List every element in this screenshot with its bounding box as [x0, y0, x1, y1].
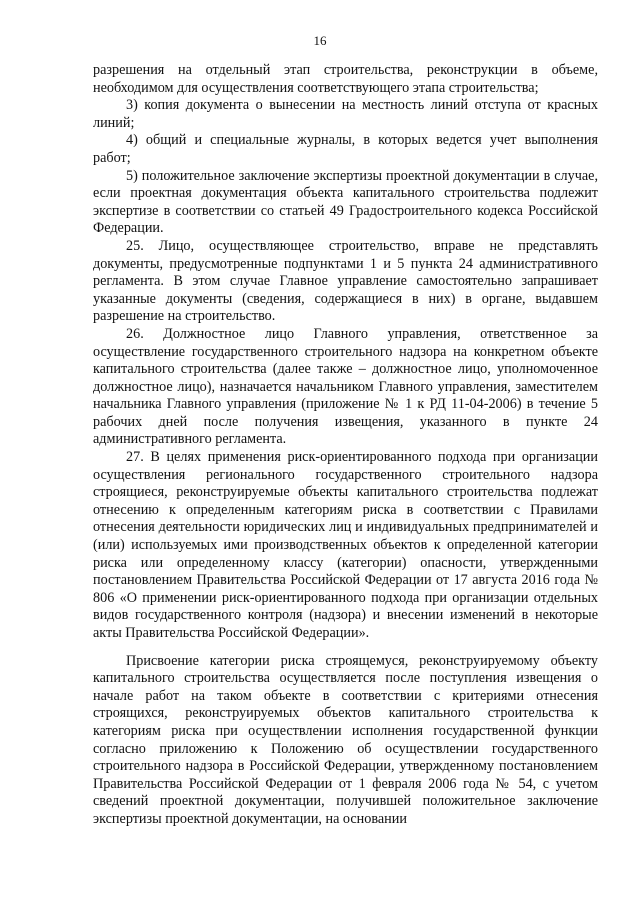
- list-item-5: 5) положительное заключение экспертизы проектной документации в случае, если проектная документация объекта капитального строительства подлежит экспертизе в соответствии со статьей 49 Градостроительного кодекса Российской Федерации.: [93, 167, 598, 237]
- clause-26: 26. Должностное лицо Главного управления, ответственное за осуществление государственного строительного надзора на конкретном объекте капитального строительства (далее также – должностное лицо, уполномоченное должностное лицо), назначается начальником Главного управления, заместителем начальника Главного управления (приложение № 1 к РД 11-04-2006) в течение 5 рабочих дней после получения извещения, указанного в пункте 24 административного регламента.: [93, 325, 598, 448]
- page-number: 16: [313, 33, 327, 48]
- risk-category-paragraph: Присвоение категории риска строящемуся, реконструируемому объекту капитального строительства осуществляется после поступления извещения о начале работ на таком объекте в соответствии с критериями отнесения строящихся, реконструируемых объектов капитального строительства к категориям риска при осуществлении исполнения государственной функции согласно приложению к Положению об осуществлении государственного строительного надзора в Российской Федерации, утвержденному постановлением Правительства Российской Федерации от 1 февраля 2006 года № 54, с учетом сведений проектной документации, получившей положительное заключение экспертизы проектной документации, на основании: [93, 652, 598, 827]
- clause-25: 25. Лицо, осуществляющее строительство, вправе не представлять документы, предусмотренные подпунктами 1 и 5 пункта 24 административного регламента. В этом случае Главное управление самостоятельно запрашивает указанные документы (сведения, содержащиеся в них) в органе, выдавшем разрешение на строительство.: [93, 237, 598, 325]
- paragraph-continuation: разрешения на отдельный этап строительства, реконструкции в объеме, необходимом для осуществления соответствующего этапа строительства;: [93, 62, 598, 96]
- clause-27: 27. В целях применения риск-ориентированного подхода при организации осуществления регионального государственного строительного надзора строящиеся, реконструируемые объекты капитального строительства подлежат отнесению к определенным категориям риска в соответствии с Правилами отнесения деятельности юридических лиц и индивидуальных предпринимателей и (или) используемых ими производственных объектов к определенной категории риска или определенному классу (категории) опасности, утвержденными постановлением Правительства Российской Федерации от 17 августа 2016 года № 806 «О применении риск-ориентированного подхода при организации отдельных видов государственного контроля (надзора) и внесении изменений в некоторые акты Правительства Российской Федерации».: [93, 449, 598, 641]
- document-body: [93, 62, 598, 829]
- list-item-4: 4) общий и специальные журналы, в которых ведется учет выполнения работ;: [93, 132, 598, 166]
- list-item-3: 3) копия документа о вынесении на местность линий отступа от красных линий;: [93, 97, 598, 131]
